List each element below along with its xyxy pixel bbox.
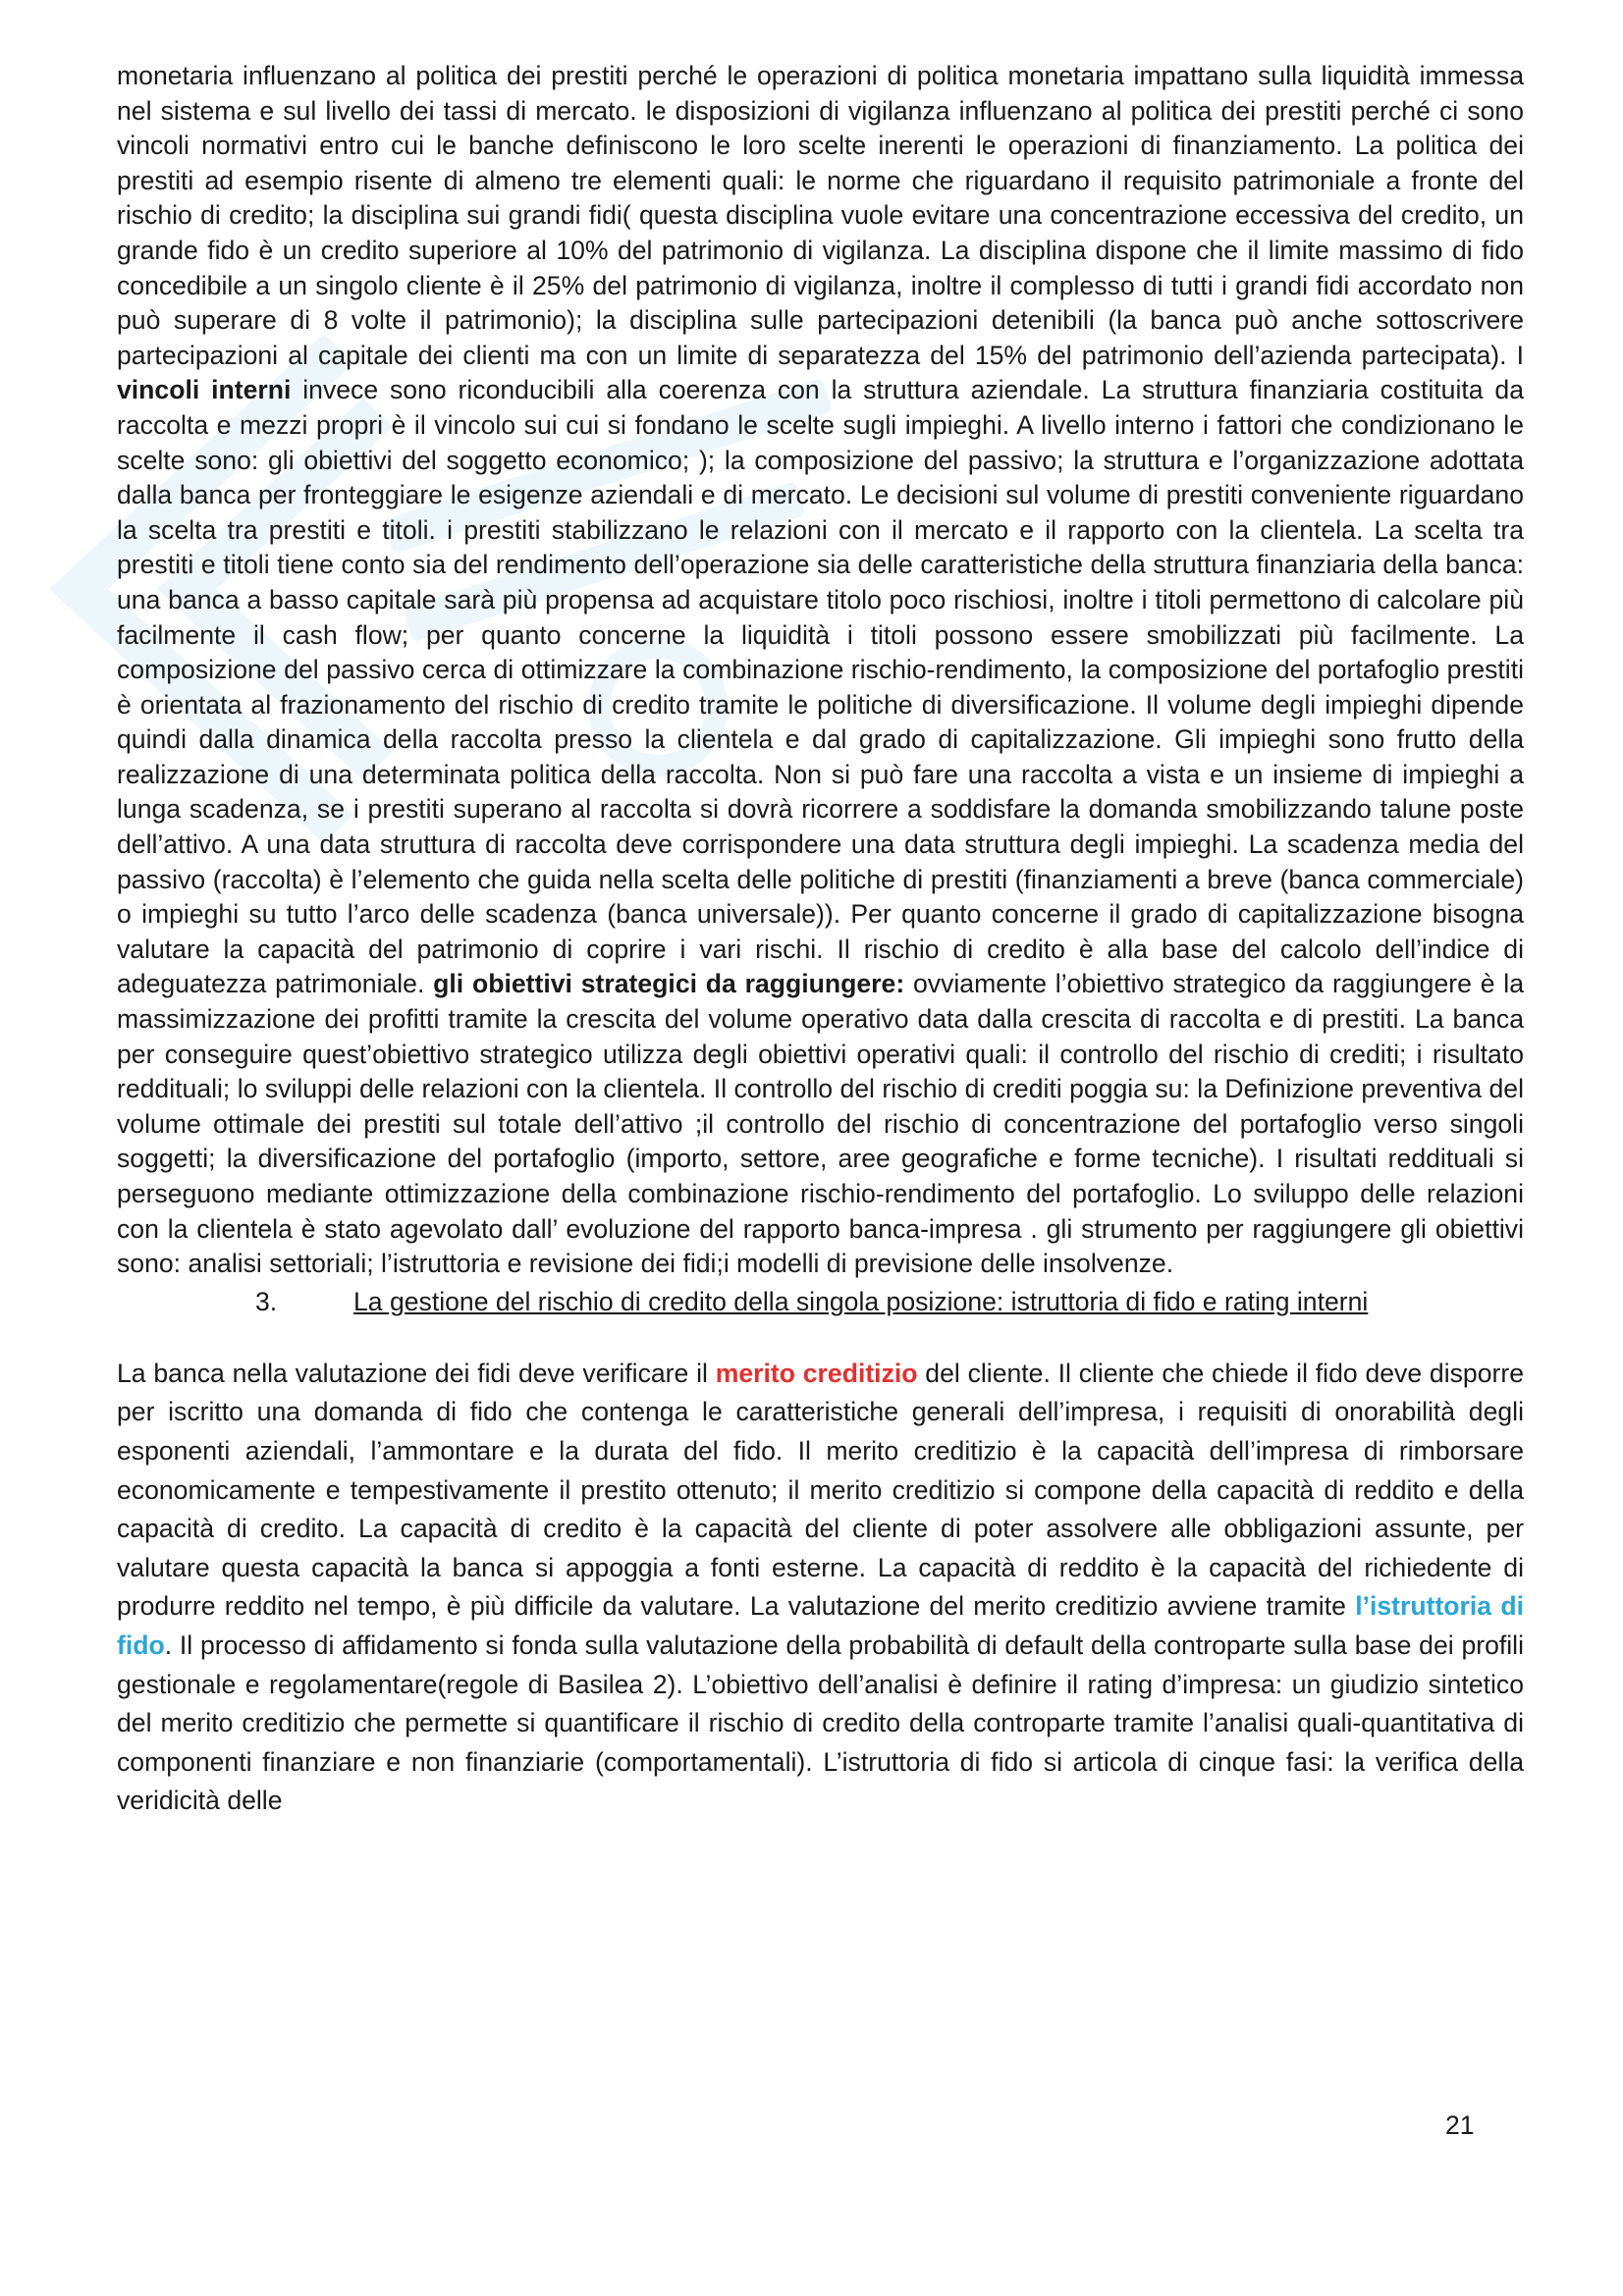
paragraph-merito-creditizio (117, 1355, 1524, 1821)
paragraph-text: ovviamente l’obiettivo strategico da raggiungere è la massimizzazione dei profitti tramite la crescita del volume operativo data dalla crescita di raccolta e di prestiti. La banca per conseguire quest’obiettivo strategico utilizza degli obiettivi operativi quali: il controllo del rischio di crediti; i risultato reddituali; lo sviluppi delle relazioni con la clientela. Il controllo del rischio di crediti poggia su: la Definizione preventiva del volume ottimale dei prestiti sul totale dell’attivo ;il controllo del rischio di concentrazione del portafoglio verso singoli soggetti; la diversificazione del portafoglio (importo, settore, aree geografiche e forme tecniche). I risultati reddituali si perseguono mediante ottimizzazione della combinazione rischio-rendimento del portafoglio. Lo sviluppo delle relazioni con la clientela è stato agevolato dall’ evoluzione del rapporto banca-impresa . gli strumento per raggiungere gli obiettivi sono: analisi settoriali; l’istruttoria e revisione dei fidi;i modelli di previsione delle insolvenze. (117, 969, 1524, 1279)
section-title: La gestione del rischio di credito della singola posizione: istruttoria di fido e rating interni (353, 1286, 1369, 1316)
section-number: 3. (255, 1286, 278, 1316)
paragraph-politica-prestiti (117, 59, 1524, 1282)
highlight-merito-creditizio: merito creditizio (715, 1358, 918, 1388)
highlight-istruttoria-di-fido: l’istruttoria di fido (117, 1591, 1524, 1660)
paragraph-text: monetaria influenzano al politica dei prestiti perché le operazioni di politica monetaria impattano sulla liquidità immessa nel sistema e sul livello dei tassi di mercato. le disposizioni di vigilanza influenzano al politica dei prestiti perché ci sono vincoli normativi entro cui le banche definiscono le loro scelte inerenti le operazioni di finanziamento. La politica dei prestiti ad esempio risente di almeno tre elementi quali: le norme che riguardano il requisito patrimoniale a fronte del rischio di credito; la disciplina sui grandi fidi( questa disciplina vuole evitare una concentrazione eccessiva del credito, un grande fido è un credito superiore al 10% del patrimonio di vigilanza. La disciplina dispone che il limite massimo di fido concedibile a un singolo cliente è il 25% del patrimonio di vigilanza, inoltre il complesso di tutti i grandi fidi accordato non può superare di 8 volte il patrimonio); la disciplina sulle partecipazioni detenibili (la banca può anche sottoscrivere partecipazioni al capitale dei clienti ma con un limite di separatezza del 15% del patrimonio dell’azienda partecipata). I (117, 61, 1524, 370)
bold-term-vincoli-interni: vincoli interni (117, 375, 292, 405)
section-heading (117, 1284, 1524, 1319)
paragraph-text: . Il processo di affidamento si fonda sulla valutazione della probabilità di default della controparte sulla base dei profili gestionale e regolamentare(regole di Basilea 2). L’obiettivo dell’analisi è definire il rating d’impresa: un giudizio sintetico del merito creditizio che permette si quantificare il rischio di credito della controparte tramite l’analisi quali-quantitativa di componenti finanziare e non finanziarie (comportamentali). L’istruttoria di fido si articola di cinque fasi: la verifica della veridicità delle (117, 1629, 1524, 1816)
page-number: 21 (1445, 2110, 1475, 2140)
paragraph-text: La banca nella valutazione dei fidi deve verificare il (117, 1358, 716, 1388)
paragraph-text: invece sono riconducibili alla coerenza con la struttura aziendale. La struttura finanziaria costituita da raccolta e mezzi propri è il vincolo sui cui si fondano le scelte sugli impieghi. A livello interno i fattori che condizionano le scelte sono: gli obiettivi del soggetto economico; ); la composizione del passivo; la struttura e l’organizzazione adottata dalla banca per fronteggiare le esigenze aziendali e di mercato. Le decisioni sul volume di prestiti conveniente riguardano la scelta tra prestiti e titoli. i prestiti stabilizzano le relazioni con il mercato e il rapporto con la clientela. La scelta tra prestiti e titoli tiene conto sia del rendimento dell’operazione sia delle caratteristiche della struttura finanziaria della banca: una banca a basso capitale sarà più propensa ad acquistare titolo poco rischiosi, inoltre i titoli permettono di calcolare più facilmente il cash flow; per quanto concerne la liquidità i titoli possono essere smobilizzati più facilmente. La composizione del passivo cerca di ottimizzare la combinazione rischio-rendimento, la composizione del portafoglio prestiti è orientata al frazionamento del rischio di credito tramite le politiche di diversificazione. Il volume degli impieghi dipende quindi dalla dinamica della raccolta presso la clientela e dal grado di capitalizzazione. Gli impieghi sono frutto della realizzazione di una determinata politica della raccolta. Non si può fare una raccolta a vista e un insieme di impieghi a lunga scadenza, se i prestiti superano al raccolta si dovrà ricorrere a soddisfare la domanda smobilizzando talune poste dell’attivo. A una data struttura di raccolta deve corrispondere una data struttura degli impieghi. La scadenza media del passivo (raccolta) è l’elemento che guida nella scelta delle politiche di prestiti (finanziamenti a breve (banca commerciale) o impieghi su tutto l’arco delle scadenza (banca universale)). Per quanto concerne il grado di capitalizzazione bisogna valutare la capacità del patrimonio di coprire i vari rischi. Il rischio di credito è alla base del calcolo dell’indice di adeguatezza patrimoniale. (117, 375, 1525, 999)
paragraph-text: del cliente. Il cliente che chiede il fido deve disporre per iscritto una domanda di fido che contenga le caratteristiche generali dell’impresa, i requisiti di onorabilità degli esponenti aziendali, l’ammontare e la durata del fido. Il merito creditizio è la capacità dell’impresa di rimborsare economicamente e tempestivamente il prestito ottenuto; il merito creditizio si compone della capacità di reddito e della capacità di credito. La capacità di credito è la capacità del cliente di poter assolvere alle obbligazioni assunte, per valutare questa capacità la banca si appoggia a fonti esterne. La capacità di reddito è la capacità del richiedente di produrre reddito nel tempo, è più difficile da valutare. La valutazione del merito creditizio avviene tramite (117, 1358, 1524, 1622)
document-page (117, 59, 1524, 1821)
bold-term-obiettivi-strategici: gli obiettivi strategici da raggiungere: (433, 969, 905, 999)
